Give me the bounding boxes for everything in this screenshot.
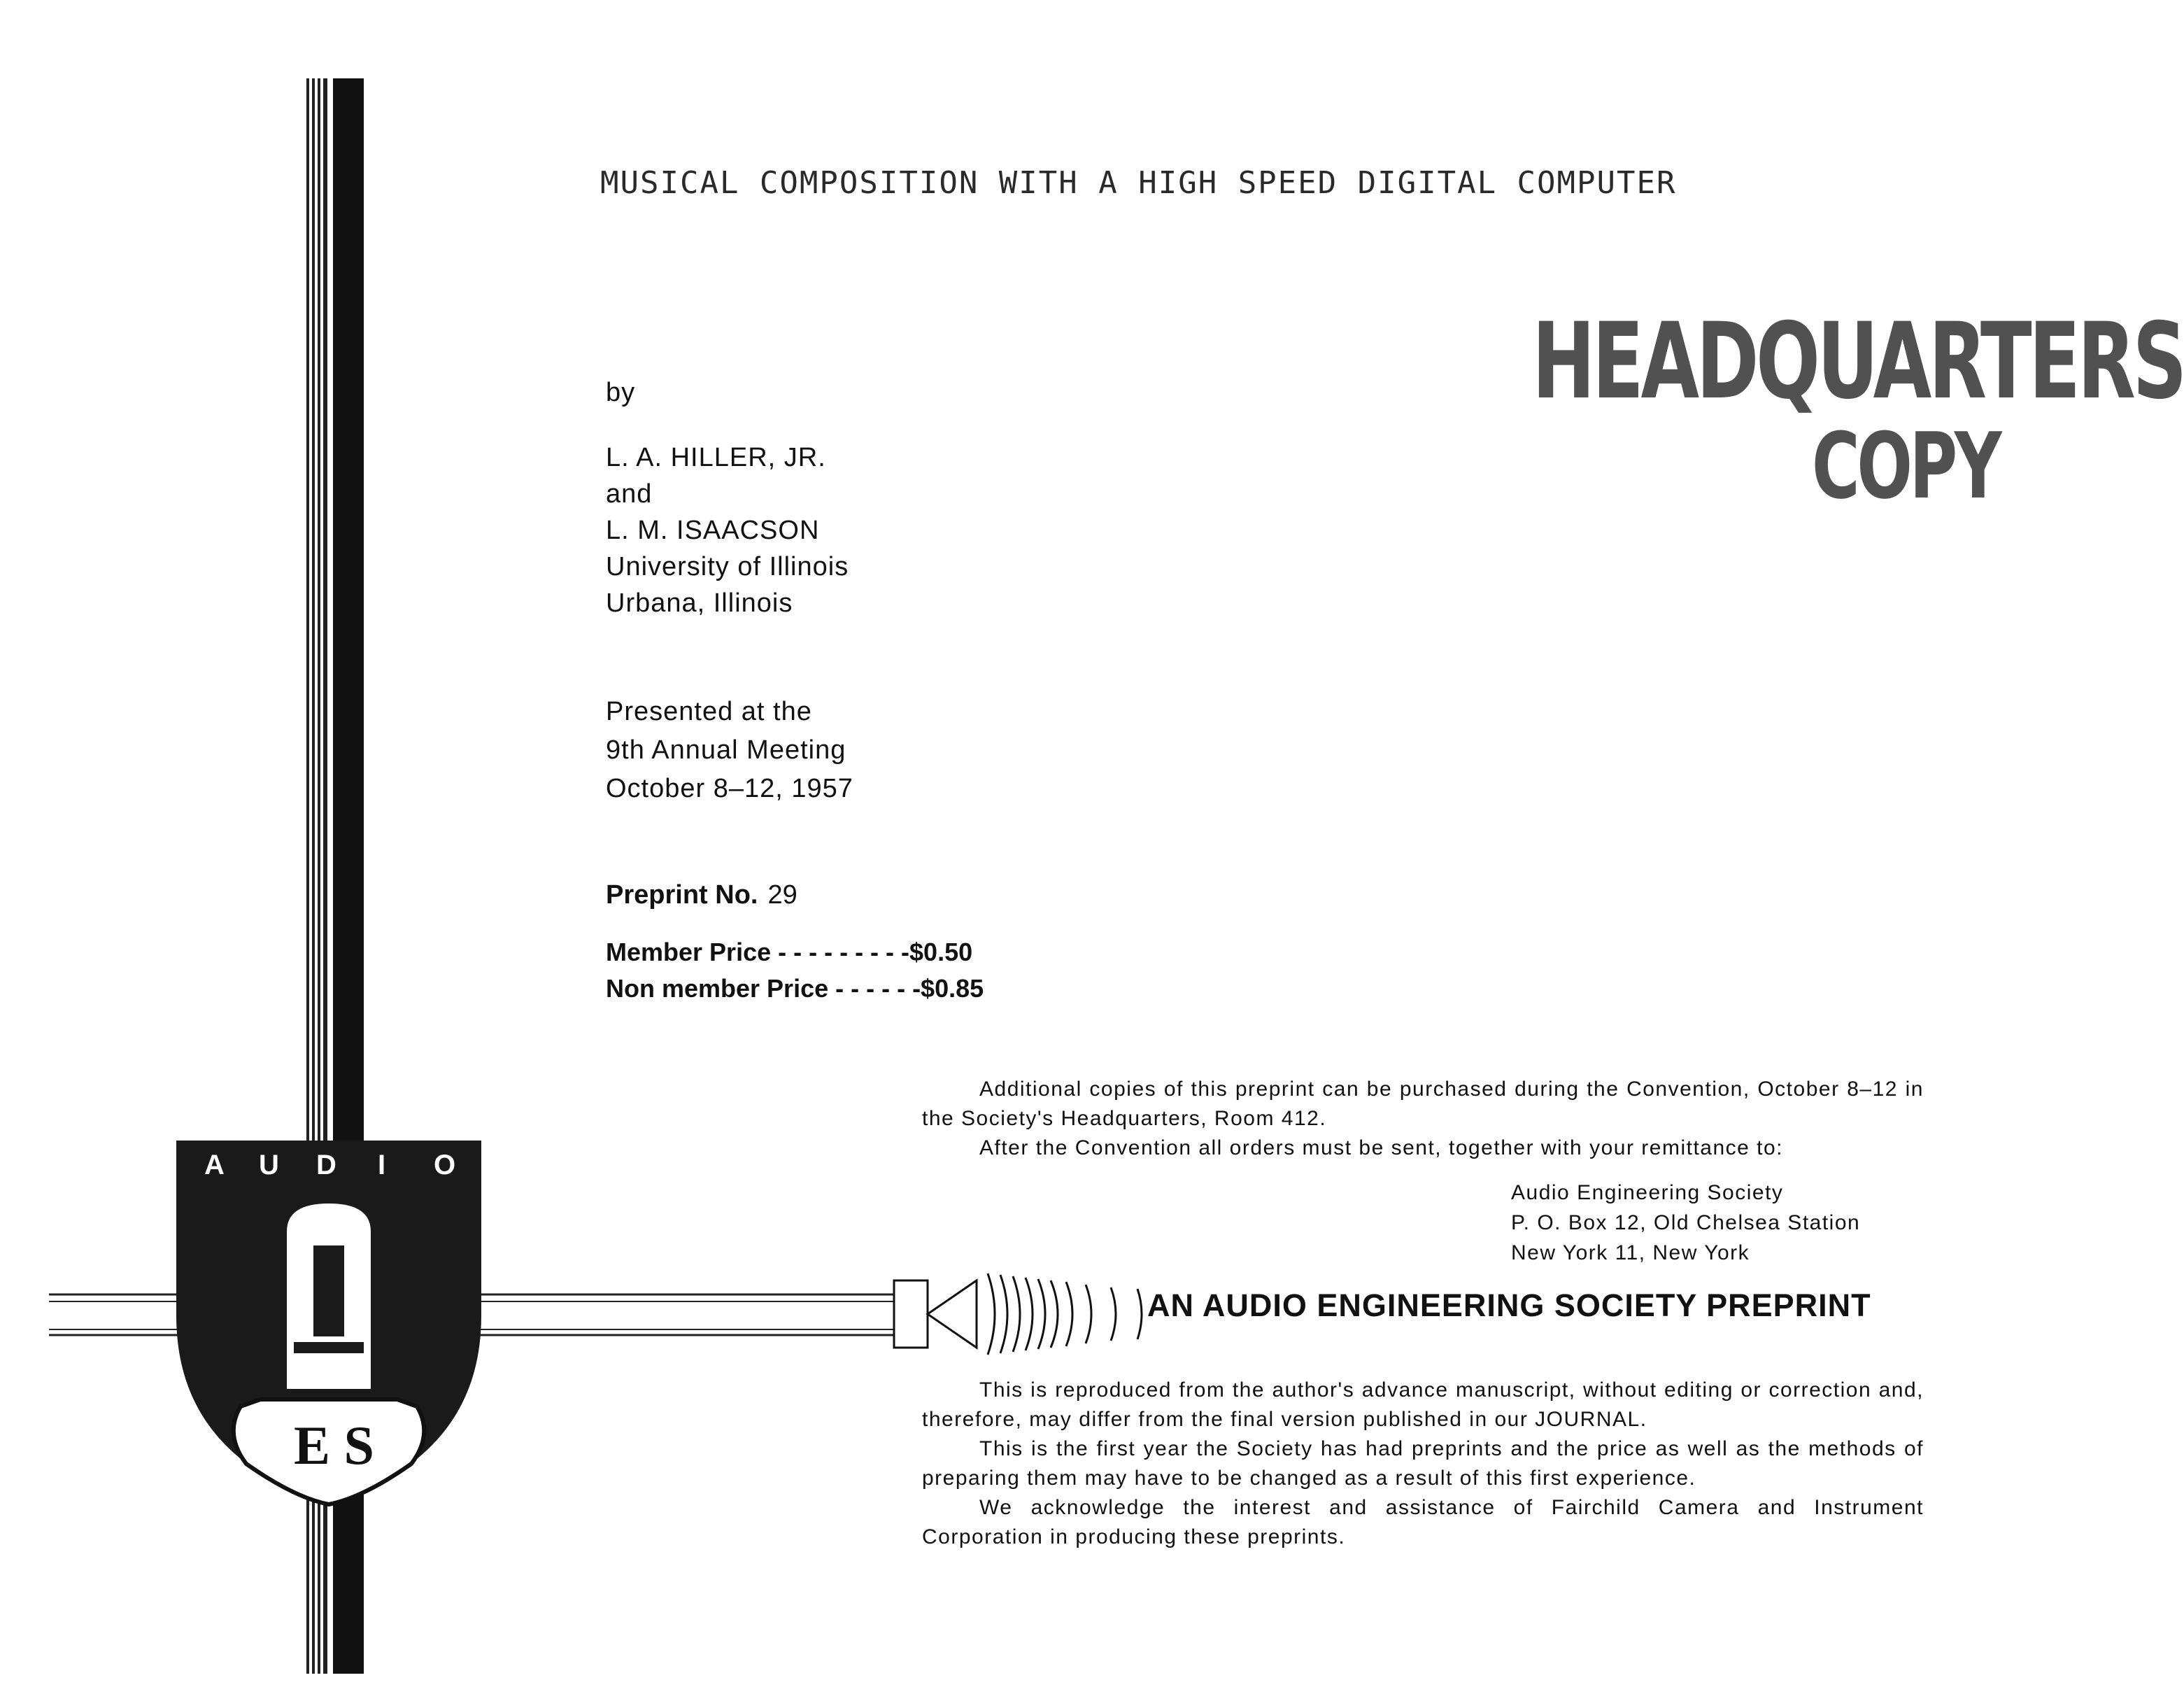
note-paragraph: This is reproduced from the author's advance manuscript, without editing or correction and, therefore, may differ from the final version published in our JOURNAL. [922,1378,1924,1431]
presented-line: Presented at the [606,697,812,726]
copy-stamp: COPY [1812,413,1999,519]
address-line: New York 11, New York [1511,1241,1750,1264]
nonmember-price: Non member Price - - - - - -$0.85 [606,974,984,1003]
presented-line: 9th Annual Meeting [606,735,846,765]
disclaimer-notes [922,1376,1924,1552]
page-title: MUSICAL COMPOSITION WITH A HIGH SPEED DIGITAL COMPUTER [600,165,1677,201]
logo-letter-u: U [259,1150,279,1180]
headquarters-stamp: HEADQUARTERS [1532,301,2184,423]
logo-es: E S [294,1415,374,1476]
aes-shield [176,1141,481,1504]
author-line: University of Illinois [606,552,849,581]
byline: by [606,378,636,407]
mailing-address [1511,1178,1860,1268]
preprint-banner: AN AUDIO ENGINEERING SOCIETY PREPRINT [1147,1287,1871,1323]
preprint-label: Preprint No. [606,880,758,910]
note-paragraph: We acknowledge the interest and assistance of Fairchild Camera and Instrument Corporation in producing these preprints. [922,1496,1924,1548]
author-list [606,439,849,621]
logo-letter-i: I [378,1150,386,1180]
address-line: Audio Engineering Society [1511,1181,1784,1204]
author-line: and [606,479,653,509]
additional-line: Additional copies of this preprint can be purchased during the Convention, October 8–12 in the Society's Headquarters, Room 412. [922,1078,1924,1130]
address-line: P. O. Box 12, Old Chelsea Station [1511,1211,1861,1234]
member-price: Member Price - - - - - - - - -$0.50 [606,938,973,966]
speaker-icon [894,1273,1142,1355]
logo-letter-d: D [316,1150,336,1180]
author-line: L. A. HILLER, JR. [606,443,826,472]
note-paragraph: This is the first year the Society has had preprints and the price as well as the methods of preparing them may have to be changed as a result of this first experience. [922,1437,1924,1490]
presented-line: October 8–12, 1957 [606,774,853,803]
author-line: Urbana, Illinois [606,588,793,618]
logo-letter-a: A [204,1150,225,1180]
additional-copies-note [922,1075,1924,1163]
additional-line: After the Convention all orders must be sent, together with your remittance to: [979,1136,1784,1159]
author-line: L. M. ISAACSON [606,516,820,545]
logo-letter-o: O [434,1150,456,1180]
preprint-number [606,880,797,910]
preprint-value: 29 [767,880,797,910]
presented-block [606,693,853,808]
